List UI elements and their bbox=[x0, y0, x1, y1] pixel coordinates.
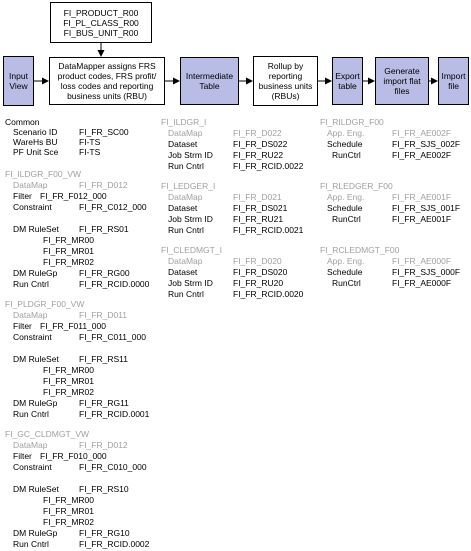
ledger-i-jobstrm-value: FI_FR_RU21 bbox=[233, 214, 284, 224]
ildgr-f00-ruleset-value: FI_FR_RS01 bbox=[79, 224, 129, 234]
pldgr-f00-mr-1: FI_FR_MR01 bbox=[43, 376, 95, 386]
gc-cldmgt-constraint-value: FI_FR_C010_000 bbox=[79, 462, 147, 472]
rcledmgt-f00-title: FI_RCLEDMGT_F00 bbox=[320, 245, 400, 255]
ledger-i-dataset-label: Dataset bbox=[168, 203, 198, 213]
datamapper-label: DataMapper assigns FRS product codes, FRS profit/ loss codes and reporting business units (RBU) bbox=[57, 61, 157, 101]
pldgr-f00-mr-2: FI_FR_MR02 bbox=[43, 387, 95, 397]
gc-cldmgt-constraint-label: Constraint bbox=[13, 462, 52, 472]
generate-files-label: Generate import flat files bbox=[383, 66, 421, 96]
rcledmgt-f00-runctrl-value: FI_FR_AE000F bbox=[392, 278, 452, 288]
cledmgt-i-datamap-value: FI_FR_D020 bbox=[233, 256, 282, 266]
rollup-box bbox=[253, 56, 318, 106]
pldgr-f00-filter-label: Filter bbox=[13, 321, 32, 331]
intermediate-table-box bbox=[180, 57, 239, 105]
ledger-i-jobstrm-label: Job Strm ID bbox=[168, 214, 213, 224]
export-table-box bbox=[332, 57, 363, 105]
cledmgt-i-runcntrl-label: Run Cntrl bbox=[168, 289, 204, 299]
input-view-box bbox=[3, 56, 34, 106]
cledmgt-i-dataset-value: FI_FR_DS020 bbox=[233, 267, 288, 277]
rledger-f00-schedule-value: FI_FR_SJS_001F bbox=[392, 203, 461, 213]
cledmgt-i-jobstrm-value: FI_FR_RU20 bbox=[233, 278, 284, 288]
cledmgt-i-runcntrl-value: FI_FR_RCID.0020 bbox=[233, 289, 304, 299]
import-file-label: Import file bbox=[441, 71, 466, 91]
gc-cldmgt-ruleset-value: FI_FR_RS10 bbox=[79, 484, 129, 494]
pldgr-f00-datamap-value: FI_FR_D011 bbox=[79, 310, 128, 320]
rildgr-f00-appeng-value: FI_FR_AE002F bbox=[392, 128, 452, 138]
rcledmgt-f00-runctrl-label: RunCtrl bbox=[332, 278, 361, 288]
gc-cldmgt-mr-1: FI_FR_MR01 bbox=[43, 506, 95, 516]
ildgr-f00-rulegp-label: DM RuleGp bbox=[13, 268, 58, 278]
gc-cldmgt-ruleset-label: DM RuleSet bbox=[13, 484, 59, 494]
gc-cldmgt-runcntrl-value: FI_FR_RCID.0002 bbox=[79, 539, 150, 549]
ildgr-f00-mr-2: FI_FR_MR02 bbox=[43, 257, 95, 267]
ildgr-i-jobstrm-value: FI_FR_RU22 bbox=[233, 150, 284, 160]
gc-cldmgt-datamap-value: FI_FR_D012 bbox=[79, 440, 128, 450]
rcledmgt-f00-appeng-value: FI_FR_AE000F bbox=[392, 256, 452, 266]
common-label-scenario: Scenario ID bbox=[13, 127, 58, 137]
common-value-warehs: FI-TS bbox=[79, 137, 101, 147]
rollup-label: Rollup by reporting business units (RBUs) bbox=[258, 61, 313, 101]
ildgr-f00-ruleset-label: DM RuleSet bbox=[13, 224, 59, 234]
top-line-1: FI_PRODUCT_R00 bbox=[63, 7, 139, 18]
rildgr-f00-title: FI_RILDGR_F00 bbox=[320, 117, 384, 127]
rildgr-f00-appeng-label: App. Eng. bbox=[327, 128, 365, 138]
gc-cldmgt-rulegp-label: DM RuleGp bbox=[13, 528, 58, 538]
rcledmgt-f00-schedule-value: FI_FR_SJS_000F bbox=[392, 267, 461, 277]
ildgr-f00-filter-value: FI_FR_F012_000 bbox=[40, 191, 107, 201]
gc-cldmgt-title: FI_GC_CLDMGT_VW bbox=[5, 429, 90, 439]
rledger-f00-appeng-value: FI_FR_AE001F bbox=[392, 192, 452, 202]
intermediate-table-label: Intermediate Table bbox=[185, 71, 234, 91]
ledger-i-title: FI_LEDGER_I bbox=[161, 181, 216, 191]
rledger-f00-appeng-label: App. Eng. bbox=[327, 192, 365, 202]
ildgr-f00-mr-0: FI_FR_MR00 bbox=[43, 235, 95, 245]
gc-cldmgt-mr-2: FI_FR_MR02 bbox=[43, 517, 95, 527]
ildgr-i-dataset-label: Dataset bbox=[168, 139, 198, 149]
rildgr-f00-runctrl-value: FI_FR_AE002F bbox=[392, 150, 452, 160]
ledger-i-runcntrl-label: Run Cntrl bbox=[168, 225, 204, 235]
ildgr-f00-datamap-label: DataMap bbox=[13, 180, 48, 190]
gc-cldmgt-filter-value: FI_FR_F010_000 bbox=[40, 451, 107, 461]
pldgr-f00-filter-value: FI_FR_F011_000 bbox=[40, 321, 106, 331]
generate-files-box bbox=[375, 57, 429, 105]
ledger-i-datamap-label: DataMap bbox=[168, 192, 203, 202]
ildgr-f00-title: FI_ILDGR_F00_VW bbox=[5, 169, 82, 179]
ildgr-f00-rulegp-value: FI_FR_RG00 bbox=[79, 268, 130, 278]
cledmgt-i-datamap-label: DataMap bbox=[168, 256, 203, 266]
ildgr-f00-filter-label: Filter bbox=[13, 191, 32, 201]
rledger-f00-schedule-label: Schedule bbox=[327, 203, 363, 213]
gc-cldmgt-mr-0: FI_FR_MR00 bbox=[43, 495, 95, 505]
pldgr-f00-ruleset-value: FI_FR_RS11 bbox=[79, 354, 128, 364]
rledger-f00-title: FI_RLEDGER_F00 bbox=[320, 181, 393, 191]
common-title: Common bbox=[5, 117, 40, 127]
input-view-label: Input View bbox=[9, 71, 28, 91]
export-table-label: Export table bbox=[335, 71, 360, 91]
pldgr-f00-title: FI_PLDGR_F00_VW bbox=[5, 299, 85, 309]
ildgr-i-datamap-label: DataMap bbox=[168, 128, 203, 138]
pldgr-f00-rulegp-value: FI_FR_RG11 bbox=[79, 398, 129, 408]
cledmgt-i-title: FI_CLEDMGT_I bbox=[161, 245, 222, 255]
ledger-i-runcntrl-value: FI_FR_RCID.0021 bbox=[233, 225, 304, 235]
ildgr-f00-constraint-value: FI_FR_C012_000 bbox=[79, 202, 147, 212]
rildgr-f00-schedule-value: FI_FR_SJS_002F bbox=[392, 139, 461, 149]
pldgr-f00-datamap-label: DataMap bbox=[13, 310, 48, 320]
pldgr-f00-ruleset-label: DM RuleSet bbox=[13, 354, 59, 364]
top-source-box bbox=[50, 2, 152, 43]
gc-cldmgt-filter-label: Filter bbox=[13, 451, 32, 461]
ildgr-i-title: FI_ILDGR_I bbox=[161, 117, 207, 127]
ildgr-i-runcntrl-label: Run Cntrl bbox=[168, 161, 204, 171]
ildgr-f00-datamap-value: FI_FR_D012 bbox=[79, 180, 128, 190]
pldgr-f00-runcntrl-value: FI_FR_RCID.0001 bbox=[79, 409, 150, 419]
ildgr-i-dataset-value: FI_FR_DS022 bbox=[233, 139, 288, 149]
ledger-i-datamap-value: FI_FR_D021 bbox=[233, 192, 282, 202]
datamapper-box bbox=[49, 57, 165, 105]
rledger-f00-runctrl-label: RunCtrl bbox=[332, 214, 361, 224]
import-file-box bbox=[438, 57, 469, 105]
ildgr-i-datamap-value: FI_FR_D022 bbox=[233, 128, 282, 138]
rcledmgt-f00-schedule-label: Schedule bbox=[327, 267, 363, 277]
ildgr-i-runcntrl-value: FI_FR_RCID.0022 bbox=[233, 161, 304, 171]
common-label-warehs: WareHs BU bbox=[13, 137, 58, 147]
ildgr-i-jobstrm-label: Job Strm ID bbox=[168, 150, 213, 160]
pldgr-f00-runcntrl-label: Run Cntrl bbox=[13, 409, 49, 419]
cledmgt-i-jobstrm-label: Job Strm ID bbox=[168, 278, 213, 288]
rcledmgt-f00-appeng-label: App. Eng. bbox=[327, 256, 365, 266]
ildgr-f00-runcntrl-label: Run Cntrl bbox=[13, 279, 49, 289]
common-value-scenario: FI_FR_SC00 bbox=[79, 127, 129, 137]
cledmgt-i-dataset-label: Dataset bbox=[168, 267, 198, 277]
ildgr-f00-constraint-label: Constraint bbox=[13, 202, 52, 212]
gc-cldmgt-datamap-label: DataMap bbox=[13, 440, 48, 450]
rildgr-f00-schedule-label: Schedule bbox=[327, 139, 363, 149]
top-line-3: FI_BUS_UNIT_R00 bbox=[63, 27, 139, 38]
pldgr-f00-constraint-label: Constraint bbox=[13, 332, 52, 342]
gc-cldmgt-rulegp-value: FI_FR_RG10 bbox=[79, 528, 130, 538]
ledger-i-dataset-value: FI_FR_DS021 bbox=[233, 203, 288, 213]
ildgr-f00-mr-1: FI_FR_MR01 bbox=[43, 246, 95, 256]
pldgr-f00-mr-0: FI_FR_MR00 bbox=[43, 365, 95, 375]
rildgr-f00-runctrl-label: RunCtrl bbox=[332, 150, 361, 160]
common-label-pfunit: PF Unit Sce bbox=[13, 147, 59, 157]
gc-cldmgt-runcntrl-label: Run Cntrl bbox=[13, 539, 49, 549]
common-value-pfunit: FI-TS bbox=[79, 147, 101, 157]
rledger-f00-runctrl-value: FI_FR_AE001F bbox=[392, 214, 452, 224]
pldgr-f00-rulegp-label: DM RuleGp bbox=[13, 398, 58, 408]
pldgr-f00-constraint-value: FI_FR_C011_000 bbox=[79, 332, 146, 342]
top-line-2: FI_PL_CLASS_R00 bbox=[63, 17, 139, 28]
ildgr-f00-runcntrl-value: FI_FR_RCID.0000 bbox=[79, 279, 150, 289]
